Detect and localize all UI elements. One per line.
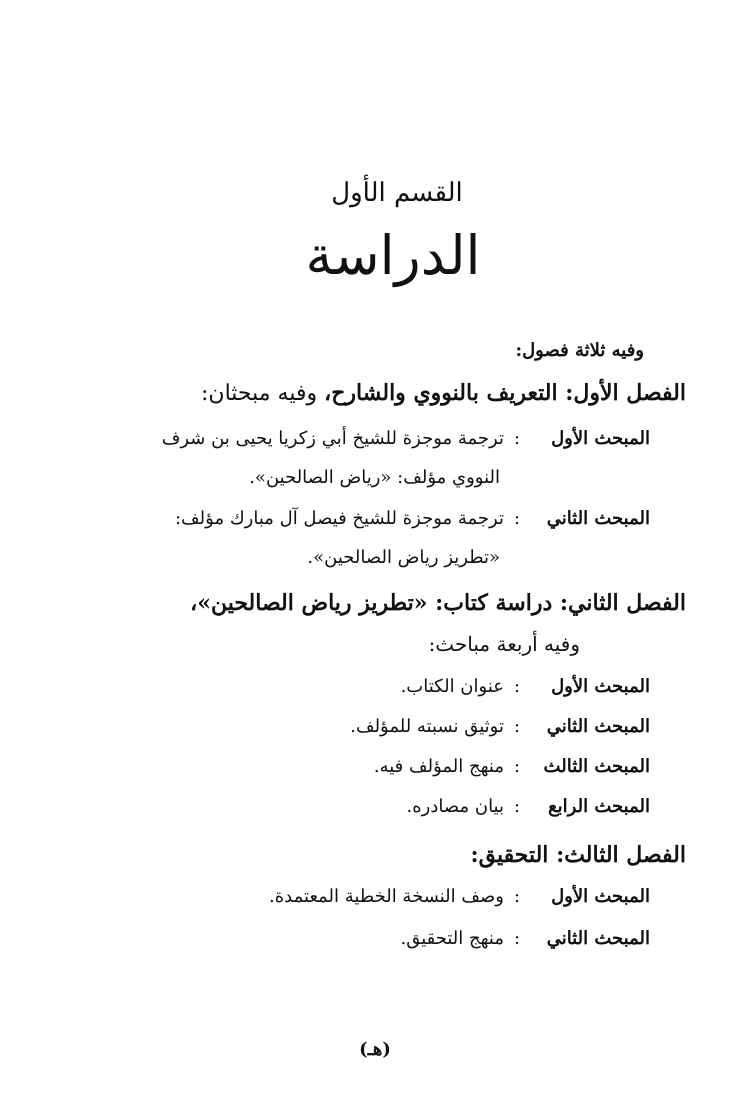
topic-text: منهج المؤلف فيه. [373, 756, 504, 777]
topic-label: المبحث الثاني [546, 508, 650, 529]
topic-label: المبحث الأول [551, 428, 650, 449]
topic-label: المبحث الرابع [548, 796, 650, 817]
topic-text: عنوان الكتاب. [400, 676, 504, 697]
topic-text: توثيق نسبته للمؤلف. [350, 716, 504, 737]
topic-separator: : [513, 928, 521, 949]
chapter-1-topic-1-continuation: النووي مؤلف: «رياض الصالحين». [249, 467, 500, 488]
topic-text: ترجمة موجزة للشيخ فيصل آل مبارك مؤلف: [174, 508, 504, 529]
topic-text: ترجمة موجزة للشيخ أبي زكريا يحيى بن شرف [161, 428, 504, 449]
topic-separator: : [513, 886, 521, 907]
topic-separator: : [513, 716, 521, 737]
topic-label: المبحث الثالث [543, 756, 650, 777]
chapter-2-topic-1 [401, 676, 650, 712]
chapter-3-heading: الفصل الثالث: التحقيق: [470, 842, 686, 868]
chapter-2-heading: الفصل الثاني: دراسة كتاب: «تطريز رياض الصالحين»، [190, 590, 686, 616]
chapter-3-topic-2 [400, 928, 650, 964]
section-title: الدراسة [305, 224, 481, 287]
topic-text: وصف النسخة الخطية المعتمدة. [269, 886, 504, 907]
topic-label: المبحث الأول [551, 676, 650, 697]
topic-label: المبحث الثاني [546, 716, 650, 737]
topic-text: بيان مصادره. [406, 796, 504, 817]
chapter-1-topic-1 [162, 428, 650, 464]
topic-text: منهج التحقيق. [400, 928, 504, 949]
chapter-2-topic-2 [350, 716, 650, 752]
chapter-2-subintro: وفيه أربعة مباحث: [428, 632, 580, 656]
topic-label: المبحث الأول [551, 886, 650, 907]
topic-label: المبحث الثاني [546, 928, 650, 949]
topic-separator: : [513, 676, 521, 697]
section-label: القسم الأول [331, 178, 463, 208]
topic-separator: : [513, 796, 521, 817]
chapter-3-topic-1 [269, 886, 650, 922]
chapter-1-topic-2-continuation: «تطريز رياض الصالحين». [307, 547, 500, 568]
chapter-1-heading [201, 380, 686, 406]
intro-text: وفيه ثلاثة فصول: [515, 340, 644, 361]
chapter-1-heading-rest: وفيه مبحثان: [201, 381, 325, 406]
page-number: (هـ) [359, 1039, 391, 1060]
topic-separator: : [513, 508, 521, 529]
chapter-2-topic-3 [374, 756, 650, 792]
topic-separator: : [513, 428, 521, 449]
chapter-2-topic-4 [407, 796, 650, 832]
topic-separator: : [513, 756, 521, 777]
chapter-1-topic-2 [175, 508, 650, 544]
chapter-1-heading-main: الفصل الأول: التعريف بالنووي والشارح، [324, 380, 686, 406]
